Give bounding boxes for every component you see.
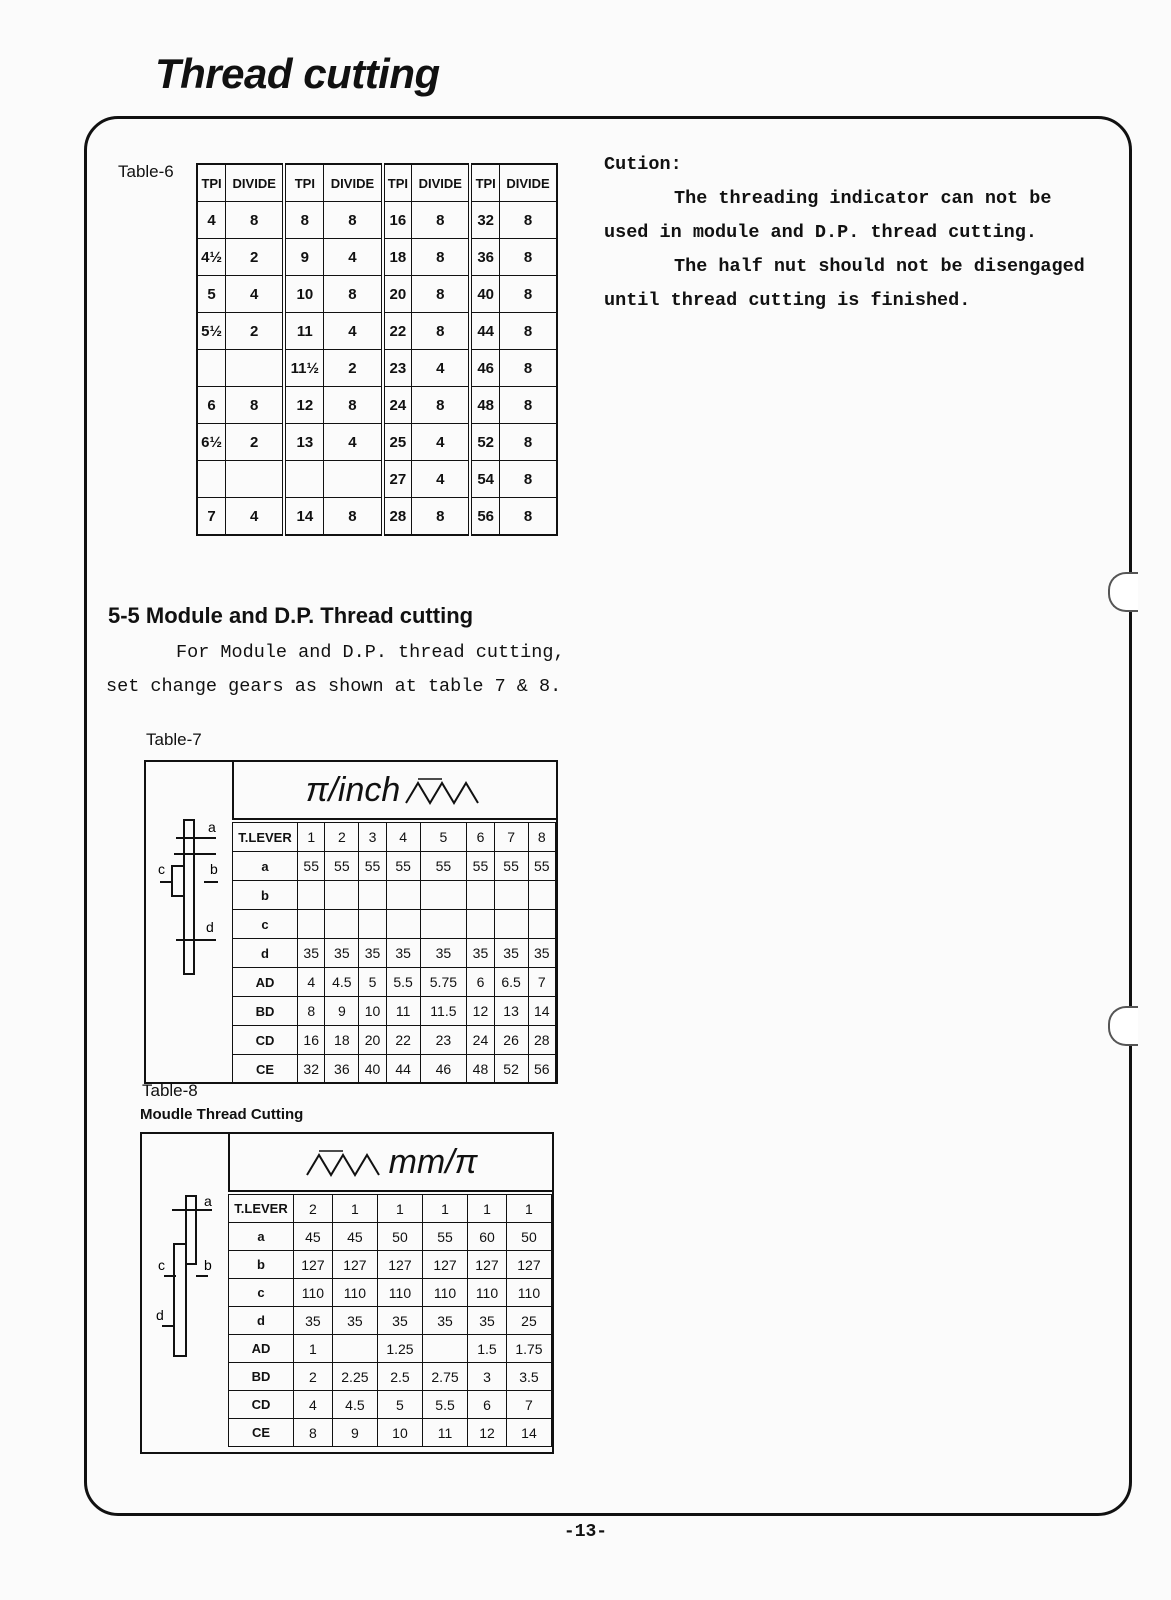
section-paragraph: For Module and D.P. thread cutting, set change gears as shown at table 7 & 8. (106, 642, 565, 697)
table8 (228, 1194, 552, 1447)
table-cell: 55 (422, 1223, 467, 1251)
table-cell: 35 (468, 1307, 507, 1335)
table-cell: DIVIDE (226, 164, 285, 202)
table7-box (144, 760, 558, 1084)
table-cell: 52 (494, 1055, 528, 1084)
table-cell: 4.5 (325, 968, 359, 997)
table-cell: 2.75 (422, 1363, 467, 1391)
table-cell: 44 (470, 313, 499, 350)
table-cell (494, 881, 528, 910)
table-cell: 8 (324, 387, 383, 424)
table-cell: 7 (494, 823, 528, 852)
table-cell (332, 1335, 377, 1363)
table-cell: 22 (386, 1026, 420, 1055)
table-cell: c (229, 1279, 294, 1307)
table-row (197, 239, 557, 276)
table-cell: b (233, 881, 298, 910)
table-cell (197, 461, 226, 498)
table-cell: DIVIDE (412, 164, 471, 202)
table-cell: 36 (470, 239, 499, 276)
table-cell: CE (229, 1419, 294, 1447)
table-cell: 11 (386, 997, 420, 1026)
table-cell: d (229, 1307, 294, 1335)
table-cell: 13 (494, 997, 528, 1026)
table-cell: 8 (499, 498, 557, 536)
table-cell (420, 881, 467, 910)
table-cell: 8 (499, 239, 557, 276)
table-cell: 32 (470, 202, 499, 239)
table-cell: 2.5 (377, 1363, 422, 1391)
table-cell (528, 881, 555, 910)
table-cell: 5 (420, 823, 467, 852)
table-cell (325, 910, 359, 939)
table-cell: 3 (359, 823, 386, 852)
table-cell: 6.5 (494, 968, 528, 997)
diagram-label-c: c (158, 861, 165, 877)
table-cell (325, 881, 359, 910)
table-cell: 55 (298, 852, 325, 881)
table-cell: 110 (332, 1279, 377, 1307)
table-cell: 8 (324, 498, 383, 536)
table-cell: 1 (377, 1195, 422, 1223)
table-cell: 8 (412, 498, 471, 536)
table-cell: 16 (383, 202, 412, 239)
caution-paragraph: The half nut should not be disengaged until thread cutting is finished. (604, 256, 1085, 311)
table-cell: 4 (386, 823, 420, 852)
table-cell: 5 (359, 968, 386, 997)
table-cell (422, 1335, 467, 1363)
table-cell: 8 (294, 1419, 333, 1447)
table-cell: 4 (324, 424, 383, 461)
table-row (197, 387, 557, 424)
table-row (197, 461, 557, 498)
thread-profile-icon (305, 1147, 385, 1177)
table-cell: 1 (298, 823, 325, 852)
table-cell: 4½ (197, 239, 226, 276)
table-row (233, 852, 556, 881)
table-cell: 46 (420, 1055, 467, 1084)
table-cell: 8 (499, 461, 557, 498)
table-cell: 23 (383, 350, 412, 387)
table-cell: DIVIDE (499, 164, 557, 202)
table-cell: 35 (528, 939, 555, 968)
table-cell (197, 350, 226, 387)
table-cell: 3.5 (506, 1363, 551, 1391)
table-cell: 4 (324, 313, 383, 350)
table-cell: 40 (359, 1055, 386, 1084)
table-cell: 8 (499, 202, 557, 239)
table-row (197, 424, 557, 461)
table-cell: 7 (528, 968, 555, 997)
table6 (196, 163, 558, 536)
table-cell: 35 (386, 939, 420, 968)
table-cell: 55 (420, 852, 467, 881)
table-cell: 127 (332, 1251, 377, 1279)
table-cell (226, 461, 285, 498)
table-cell: 50 (506, 1223, 551, 1251)
table-cell: 4 (412, 461, 471, 498)
table-cell: 40 (470, 276, 499, 313)
table-cell: 55 (467, 852, 494, 881)
table-cell: 48 (467, 1055, 494, 1084)
table-cell: T.LEVER (233, 823, 298, 852)
table-row (233, 997, 556, 1026)
table-cell: 110 (294, 1279, 333, 1307)
table-cell: 4 (226, 498, 285, 536)
table-row (233, 1055, 556, 1084)
table-cell: 36 (325, 1055, 359, 1084)
table-cell: 8 (412, 202, 471, 239)
table-row (229, 1223, 552, 1251)
table-row (197, 498, 557, 536)
table-cell: 35 (467, 939, 494, 968)
table-cell: TPI (383, 164, 412, 202)
unit-label: mm/π (388, 1142, 478, 1181)
table-cell: AD (229, 1335, 294, 1363)
table-cell: 6 (197, 387, 226, 424)
table-cell: 8 (499, 387, 557, 424)
page-number: -13- (563, 1522, 608, 1542)
table-cell: 10 (359, 997, 386, 1026)
table-cell (386, 881, 420, 910)
table-cell: 1.5 (468, 1335, 507, 1363)
table-row (229, 1335, 552, 1363)
table-cell: 1 (294, 1335, 333, 1363)
table-cell (528, 910, 555, 939)
table-cell: 14 (506, 1419, 551, 1447)
table-cell: 55 (359, 852, 386, 881)
table-cell: 12 (468, 1419, 507, 1447)
table-cell: 26 (494, 1026, 528, 1055)
table-cell: 23 (420, 1026, 467, 1055)
page-title: Thread cutting (155, 50, 440, 97)
table-cell: 4.5 (332, 1391, 377, 1419)
table-cell: 55 (494, 852, 528, 881)
table-cell: 13 (284, 424, 324, 461)
table8-label: Table-8 (142, 1081, 198, 1100)
table-cell: 50 (377, 1223, 422, 1251)
table-cell: 1 (422, 1195, 467, 1223)
table-cell: 8 (499, 350, 557, 387)
table-cell: 1.75 (506, 1335, 551, 1363)
table-cell: 48 (470, 387, 499, 424)
table-cell: 35 (420, 939, 467, 968)
table-cell: 35 (325, 939, 359, 968)
table-cell: 7 (506, 1391, 551, 1419)
table-cell (386, 910, 420, 939)
table-cell: CD (229, 1391, 294, 1419)
table-cell: 35 (294, 1307, 333, 1335)
table-cell (324, 461, 383, 498)
table-cell: 16 (298, 1026, 325, 1055)
table-cell: 2 (226, 313, 285, 350)
table-cell: 20 (359, 1026, 386, 1055)
table-cell: 2.25 (332, 1363, 377, 1391)
table-cell: 5 (197, 276, 226, 313)
table-cell: 5.75 (420, 968, 467, 997)
table-cell: 55 (528, 852, 555, 881)
table7 (232, 822, 556, 1084)
table-cell (226, 350, 285, 387)
gear-train-diagram (142, 1134, 228, 1454)
table-cell: 127 (294, 1251, 333, 1279)
table-cell: BD (229, 1363, 294, 1391)
table-cell: 2 (294, 1195, 333, 1223)
diagram-label-d: d (156, 1307, 164, 1323)
table-cell: 8 (284, 202, 324, 239)
table-cell: 28 (528, 1026, 555, 1055)
table-cell: 35 (332, 1307, 377, 1335)
table-cell: 32 (298, 1055, 325, 1084)
table-cell: 2 (226, 424, 285, 461)
table-row (197, 202, 557, 239)
table-row (229, 1251, 552, 1279)
table-cell: 35 (377, 1307, 422, 1335)
table-cell: 1 (468, 1195, 507, 1223)
table-cell: 1 (332, 1195, 377, 1223)
table-cell: CE (233, 1055, 298, 1084)
caution-heading: Cution: (604, 154, 682, 175)
diagram-label-c: c (158, 1257, 165, 1273)
table-cell: 24 (383, 387, 412, 424)
table-cell: 5½ (197, 313, 226, 350)
table7-unit-header (232, 762, 556, 820)
table-cell: 11½ (284, 350, 324, 387)
table-cell: 8 (499, 424, 557, 461)
table-row (197, 313, 557, 350)
table-cell: 2 (324, 350, 383, 387)
table-cell (420, 910, 467, 939)
table-cell: 8 (499, 276, 557, 313)
table-cell: d (233, 939, 298, 968)
table-row (229, 1419, 552, 1447)
table-cell: 11 (422, 1419, 467, 1447)
table-cell: 55 (386, 852, 420, 881)
table-cell: 8 (499, 313, 557, 350)
table-row (233, 968, 556, 997)
caution-paragraph: The threading indicator can not be used in module and D.P. thread cutting. (604, 188, 1052, 243)
table-cell (359, 881, 386, 910)
table-cell: 4 (412, 424, 471, 461)
diagram-label-d: d (206, 919, 214, 935)
caution-note (604, 148, 1104, 318)
table-row (233, 881, 556, 910)
table-cell: 25 (506, 1307, 551, 1335)
table-cell: 2 (294, 1363, 333, 1391)
table-cell: 35 (298, 939, 325, 968)
table-cell: 10 (377, 1419, 422, 1447)
table-cell: 4 (412, 350, 471, 387)
table-cell: 8 (324, 276, 383, 313)
table-cell: 7 (197, 498, 226, 536)
table-row (233, 939, 556, 968)
table-cell: 3 (468, 1363, 507, 1391)
table-cell: 9 (284, 239, 324, 276)
table-cell: 8 (412, 276, 471, 313)
table-cell: 4 (298, 968, 325, 997)
table-cell: 18 (383, 239, 412, 276)
table-row (229, 1195, 552, 1223)
table-cell: BD (233, 997, 298, 1026)
table-cell: 8 (412, 239, 471, 276)
gear-train-diagram (146, 762, 232, 1082)
diagram-label-a: a (204, 1193, 212, 1209)
table-cell: 35 (359, 939, 386, 968)
table-cell: 6 (467, 823, 494, 852)
table-cell (494, 910, 528, 939)
table-cell: T.LEVER (229, 1195, 294, 1223)
table8-box (140, 1132, 554, 1454)
table-cell: 4 (197, 202, 226, 239)
diagram-label-b: b (204, 1257, 212, 1273)
table-cell: 11.5 (420, 997, 467, 1026)
table-cell: 25 (383, 424, 412, 461)
table-cell: 35 (494, 939, 528, 968)
table-cell: 5 (377, 1391, 422, 1419)
table-cell (298, 881, 325, 910)
unit-label: π/inch (305, 770, 401, 809)
table-row (229, 1363, 552, 1391)
diagram-label-a: a (208, 819, 216, 835)
table-row (233, 910, 556, 939)
table-cell: 14 (528, 997, 555, 1026)
diagram-label-b: b (210, 861, 218, 877)
table-cell: 45 (294, 1223, 333, 1251)
table-cell: 22 (383, 313, 412, 350)
table-cell: 5.5 (422, 1391, 467, 1419)
table-cell: 24 (467, 1026, 494, 1055)
table-cell: 44 (386, 1055, 420, 1084)
table-cell: 127 (377, 1251, 422, 1279)
table-cell: 9 (332, 1419, 377, 1447)
table-cell: 110 (422, 1279, 467, 1307)
table-cell: TPI (197, 164, 226, 202)
table-cell: DIVIDE (324, 164, 383, 202)
table-cell: 45 (332, 1223, 377, 1251)
table-cell: 12 (284, 387, 324, 424)
table-cell: 28 (383, 498, 412, 536)
table-row (197, 350, 557, 387)
table-cell: TPI (284, 164, 324, 202)
table-cell: 5.5 (386, 968, 420, 997)
table-cell: 11 (284, 313, 324, 350)
table-cell: 127 (468, 1251, 507, 1279)
table-cell: 55 (325, 852, 359, 881)
table-cell: 9 (325, 997, 359, 1026)
table-row (197, 276, 557, 313)
table-cell: 110 (506, 1279, 551, 1307)
table-cell: 8 (324, 202, 383, 239)
table-row (233, 823, 556, 852)
table-cell: 35 (422, 1307, 467, 1335)
punch-hole (1108, 572, 1138, 612)
table7-label: Table-7 (146, 730, 202, 749)
table-cell: 10 (284, 276, 324, 313)
table-cell: 6½ (197, 424, 226, 461)
table-cell: a (229, 1223, 294, 1251)
table-cell: b (229, 1251, 294, 1279)
table-cell: 110 (468, 1279, 507, 1307)
table-cell: 1 (506, 1195, 551, 1223)
section-heading: 5-5 Module and D.P. Thread cutting (108, 603, 474, 628)
table-cell: 4 (294, 1391, 333, 1419)
table-cell: 8 (412, 313, 471, 350)
table-cell: TPI (470, 164, 499, 202)
table8-unit-header (228, 1134, 552, 1192)
table-cell: 20 (383, 276, 412, 313)
table-cell (467, 881, 494, 910)
table-row (229, 1279, 552, 1307)
table-cell: 6 (468, 1391, 507, 1419)
section-body (106, 636, 606, 704)
punch-hole (1108, 1006, 1138, 1046)
table-cell (298, 910, 325, 939)
table-cell: 127 (422, 1251, 467, 1279)
table-cell (284, 461, 324, 498)
table-cell: 8 (412, 387, 471, 424)
table-cell: 2 (325, 823, 359, 852)
table-row (229, 1307, 552, 1335)
table-cell: 127 (506, 1251, 551, 1279)
table-cell: 110 (377, 1279, 422, 1307)
table-row (233, 1026, 556, 1055)
table-cell (359, 910, 386, 939)
table-cell: 14 (284, 498, 324, 536)
table-cell: 12 (467, 997, 494, 1026)
table-cell: 8 (298, 997, 325, 1026)
table-cell: 1.25 (377, 1335, 422, 1363)
table-cell: 4 (226, 276, 285, 313)
table-cell: 27 (383, 461, 412, 498)
table-row (229, 1391, 552, 1419)
table-cell: 60 (468, 1223, 507, 1251)
table-cell: 46 (470, 350, 499, 387)
table-cell: 2 (226, 239, 285, 276)
table-cell: a (233, 852, 298, 881)
table-cell: c (233, 910, 298, 939)
table-cell: 4 (324, 239, 383, 276)
thread-profile-icon (404, 775, 484, 805)
table8-subtitle: Moudle Thread Cutting (140, 1106, 304, 1123)
table-cell: AD (233, 968, 298, 997)
table-cell: CD (233, 1026, 298, 1055)
table-cell: 6 (467, 968, 494, 997)
table-cell: 52 (470, 424, 499, 461)
table-cell: 54 (470, 461, 499, 498)
table6-label: Table-6 (118, 162, 174, 181)
table-cell: 56 (470, 498, 499, 536)
table-cell: 8 (528, 823, 555, 852)
table-cell: 8 (226, 202, 285, 239)
table-cell: 8 (226, 387, 285, 424)
table-cell: 18 (325, 1026, 359, 1055)
table-cell: 56 (528, 1055, 555, 1084)
table-cell (467, 910, 494, 939)
